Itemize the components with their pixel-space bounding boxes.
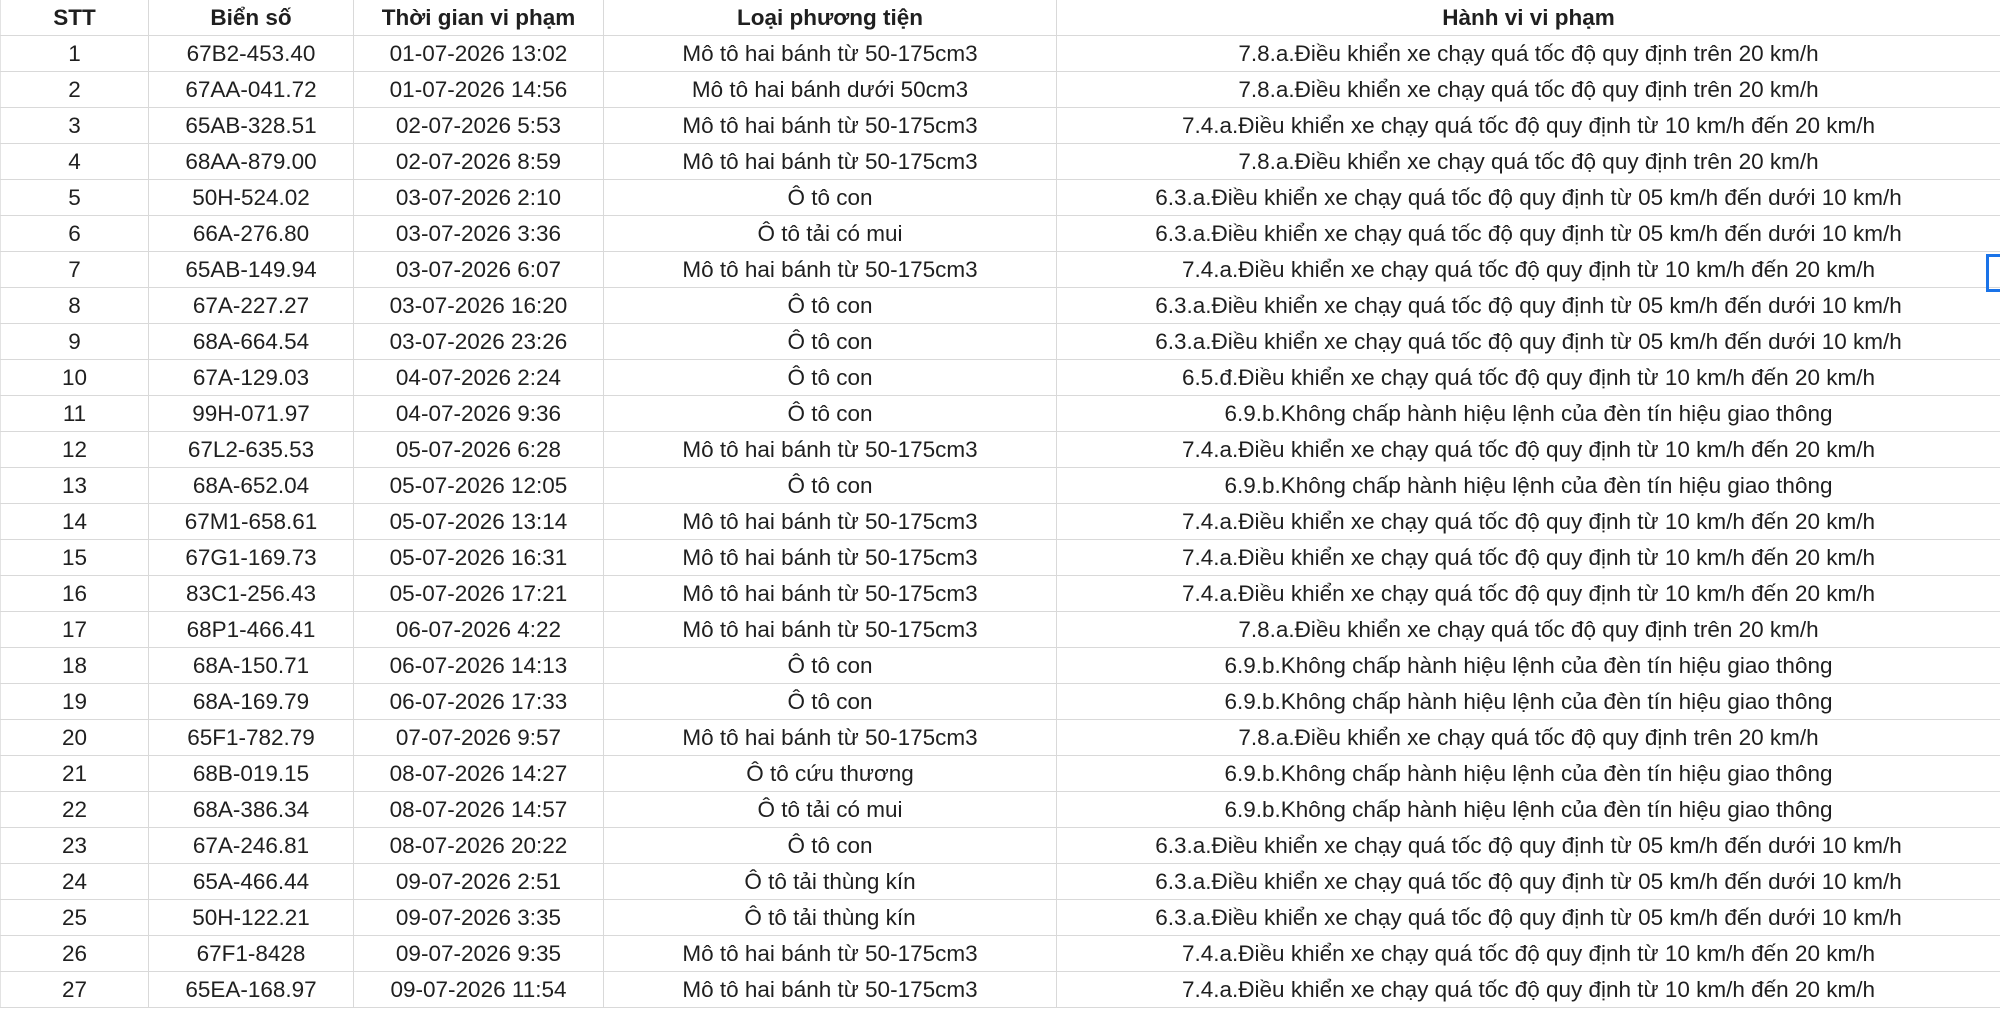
violation-cell[interactable]: 7.8.a.Điều khiển xe chạy quá tốc độ quy định trên 20 km/h [1057, 144, 2000, 180]
violation-cell[interactable]: 6.3.a.Điều khiển xe chạy quá tốc độ quy định từ 05 km/h đến dưới 10 km/h [1057, 828, 2000, 864]
stt-cell[interactable]: 21 [1, 756, 149, 792]
plate-cell[interactable]: 67A-129.03 [149, 360, 354, 396]
violation-cell[interactable]: 6.3.a.Điều khiển xe chạy quá tốc độ quy định từ 05 km/h đến dưới 10 km/h [1057, 288, 2000, 324]
table-row [1, 324, 2000, 360]
table-row [1, 108, 2000, 144]
stt-cell[interactable]: 1 [1, 36, 149, 72]
stt-cell[interactable]: 15 [1, 540, 149, 576]
table-row [1, 432, 2000, 468]
vehicle-type-cell[interactable]: Mô tô hai bánh từ 50-175cm3 [604, 504, 1057, 540]
stt-cell[interactable]: 8 [1, 288, 149, 324]
stt-cell[interactable]: 27 [1, 972, 149, 1008]
plate-cell[interactable]: 67A-227.27 [149, 288, 354, 324]
stt-cell[interactable]: 16 [1, 576, 149, 612]
stt-cell[interactable]: 24 [1, 864, 149, 900]
stt-cell[interactable]: 20 [1, 720, 149, 756]
table-row [1, 720, 2000, 756]
vehicle-type-cell[interactable]: Ô tô tải thùng kín [604, 864, 1057, 900]
violation-cell[interactable]: 6.9.b.Không chấp hành hiệu lệnh của đèn tín hiệu giao thông [1057, 756, 2000, 792]
time-cell[interactable]: 09-07-2026 3:35 [354, 900, 604, 936]
time-cell[interactable]: 02-07-2026 8:59 [354, 144, 604, 180]
violation-cell[interactable]: 7.4.a.Điều khiển xe chạy quá tốc độ quy định từ 10 km/h đến 20 km/h [1057, 432, 2000, 468]
vehicle-type-cell[interactable]: Mô tô hai bánh từ 50-175cm3 [604, 612, 1057, 648]
violation-cell[interactable]: 7.4.a.Điều khiển xe chạy quá tốc độ quy định từ 10 km/h đến 20 km/h [1057, 504, 2000, 540]
time-cell[interactable]: 09-07-2026 11:54 [354, 972, 604, 1008]
plate-cell[interactable]: 67F1-8428 [149, 936, 354, 972]
stt-cell[interactable]: 25 [1, 900, 149, 936]
plate-cell[interactable]: 67B2-453.40 [149, 36, 354, 72]
time-cell[interactable]: 07-07-2026 9:57 [354, 720, 604, 756]
vehicle-type-cell[interactable]: Ô tô con [604, 288, 1057, 324]
stt-cell[interactable]: 5 [1, 180, 149, 216]
table-row [1, 828, 2000, 864]
table-row [1, 252, 2000, 288]
violation-cell[interactable]: 6.3.a.Điều khiển xe chạy quá tốc độ quy định từ 05 km/h đến dưới 10 km/h [1057, 324, 2000, 360]
violation-cell[interactable]: 6.5.đ.Điều khiển xe chạy quá tốc độ quy định từ 10 km/h đến 20 km/h [1057, 360, 2000, 396]
header-cell-stt[interactable]: STT [1, 0, 149, 36]
vehicle-type-cell[interactable]: Ô tô con [604, 180, 1057, 216]
vehicle-type-cell[interactable]: Ô tô con [604, 684, 1057, 720]
violation-cell[interactable]: 7.8.a.Điều khiển xe chạy quá tốc độ quy định trên 20 km/h [1057, 72, 2000, 108]
table-row [1, 612, 2000, 648]
time-cell[interactable]: 03-07-2026 3:36 [354, 216, 604, 252]
violation-cell[interactable]: 7.4.a.Điều khiển xe chạy quá tốc độ quy định từ 10 km/h đến 20 km/h [1057, 540, 2000, 576]
violation-cell[interactable]: 6.9.b.Không chấp hành hiệu lệnh của đèn tín hiệu giao thông [1057, 684, 2000, 720]
stt-cell[interactable]: 11 [1, 396, 149, 432]
stt-cell[interactable]: 19 [1, 684, 149, 720]
vehicle-type-cell[interactable]: Ô tô con [604, 828, 1057, 864]
table-row [1, 972, 2000, 1008]
time-cell[interactable]: 05-07-2026 17:21 [354, 576, 604, 612]
table-row [1, 792, 2000, 828]
table-row [1, 540, 2000, 576]
table-row [1, 144, 2000, 180]
selected-cell-outline[interactable] [1986, 254, 2000, 292]
vehicle-type-cell[interactable]: Ô tô con [604, 396, 1057, 432]
table-row [1, 180, 2000, 216]
time-cell[interactable]: 02-07-2026 5:53 [354, 108, 604, 144]
plate-cell[interactable]: 67AA-041.72 [149, 72, 354, 108]
table-row [1, 288, 2000, 324]
plate-cell[interactable]: 65A-466.44 [149, 864, 354, 900]
plate-cell[interactable]: 50H-524.02 [149, 180, 354, 216]
plate-cell[interactable]: 68A-169.79 [149, 684, 354, 720]
violation-cell[interactable]: 6.3.a.Điều khiển xe chạy quá tốc độ quy định từ 05 km/h đến dưới 10 km/h [1057, 180, 2000, 216]
plate-cell[interactable]: 65EA-168.97 [149, 972, 354, 1008]
stt-cell[interactable]: 9 [1, 324, 149, 360]
vehicle-type-cell[interactable]: Mô tô hai bánh từ 50-175cm3 [604, 576, 1057, 612]
plate-cell[interactable]: 66A-276.80 [149, 216, 354, 252]
plate-cell[interactable]: 65AB-328.51 [149, 108, 354, 144]
plate-cell[interactable]: 67G1-169.73 [149, 540, 354, 576]
vehicle-type-cell[interactable]: Mô tô hai bánh từ 50-175cm3 [604, 108, 1057, 144]
time-cell[interactable]: 03-07-2026 23:26 [354, 324, 604, 360]
table-row [1, 468, 2000, 504]
time-cell[interactable]: 03-07-2026 16:20 [354, 288, 604, 324]
vehicle-type-cell[interactable]: Ô tô con [604, 468, 1057, 504]
vehicle-type-cell[interactable]: Ô tô cứu thương [604, 756, 1057, 792]
vehicle-type-cell[interactable]: Ô tô tải có mui [604, 216, 1057, 252]
table-row [1, 864, 2000, 900]
stt-cell[interactable]: 23 [1, 828, 149, 864]
vehicle-type-cell[interactable]: Mô tô hai bánh dưới 50cm3 [604, 72, 1057, 108]
time-cell[interactable]: 05-07-2026 13:14 [354, 504, 604, 540]
vehicle-type-cell[interactable]: Ô tô con [604, 324, 1057, 360]
table-row [1, 36, 2000, 72]
stt-cell[interactable]: 22 [1, 792, 149, 828]
time-cell[interactable]: 04-07-2026 2:24 [354, 360, 604, 396]
vehicle-type-cell[interactable]: Mô tô hai bánh từ 50-175cm3 [604, 972, 1057, 1008]
vehicle-type-cell[interactable]: Ô tô tải thùng kín [604, 900, 1057, 936]
violation-cell[interactable]: 6.9.b.Không chấp hành hiệu lệnh của đèn tín hiệu giao thông [1057, 792, 2000, 828]
header-cell-vehicle-type[interactable]: Loại phương tiện [604, 0, 1057, 36]
violation-cell[interactable]: 6.3.a.Điều khiển xe chạy quá tốc độ quy định từ 05 km/h đến dưới 10 km/h [1057, 216, 2000, 252]
time-cell[interactable]: 05-07-2026 16:31 [354, 540, 604, 576]
violation-cell[interactable]: 6.9.b.Không chấp hành hiệu lệnh của đèn tín hiệu giao thông [1057, 468, 2000, 504]
stt-cell[interactable]: 17 [1, 612, 149, 648]
stt-cell[interactable]: 2 [1, 72, 149, 108]
plate-cell[interactable]: 68A-386.34 [149, 792, 354, 828]
time-cell[interactable]: 04-07-2026 9:36 [354, 396, 604, 432]
time-cell[interactable]: 01-07-2026 14:56 [354, 72, 604, 108]
plate-cell[interactable]: 67A-246.81 [149, 828, 354, 864]
time-cell[interactable]: 06-07-2026 17:33 [354, 684, 604, 720]
header-cell-violation[interactable]: Hành vi vi phạm [1057, 0, 2000, 36]
violation-cell[interactable]: 6.3.a.Điều khiển xe chạy quá tốc độ quy định từ 05 km/h đến dưới 10 km/h [1057, 900, 2000, 936]
table-row [1, 216, 2000, 252]
table-row [1, 900, 2000, 936]
header-cell-plate[interactable]: Biển số [149, 0, 354, 36]
table-body [1, 36, 2000, 1008]
vehicle-type-cell[interactable]: Mô tô hai bánh từ 50-175cm3 [604, 936, 1057, 972]
time-cell[interactable]: 05-07-2026 12:05 [354, 468, 604, 504]
violation-cell[interactable]: 7.4.a.Điều khiển xe chạy quá tốc độ quy định từ 10 km/h đến 20 km/h [1057, 576, 2000, 612]
table-row [1, 360, 2000, 396]
vehicle-type-cell[interactable]: Mô tô hai bánh từ 50-175cm3 [604, 720, 1057, 756]
vehicle-type-cell[interactable]: Ô tô con [604, 360, 1057, 396]
plate-cell[interactable]: 68A-150.71 [149, 648, 354, 684]
time-cell[interactable]: 08-07-2026 14:57 [354, 792, 604, 828]
violation-cell[interactable]: 7.8.a.Điều khiển xe chạy quá tốc độ quy định trên 20 km/h [1057, 36, 2000, 72]
time-cell[interactable]: 05-07-2026 6:28 [354, 432, 604, 468]
table-row [1, 648, 2000, 684]
table-row [1, 72, 2000, 108]
plate-cell[interactable]: 50H-122.21 [149, 900, 354, 936]
time-cell[interactable]: 09-07-2026 9:35 [354, 936, 604, 972]
table-row [1, 504, 2000, 540]
violation-cell[interactable]: 6.9.b.Không chấp hành hiệu lệnh của đèn tín hiệu giao thông [1057, 396, 2000, 432]
plate-cell[interactable]: 68A-652.04 [149, 468, 354, 504]
stt-cell[interactable]: 7 [1, 252, 149, 288]
table-row [1, 756, 2000, 792]
stt-cell[interactable]: 18 [1, 648, 149, 684]
stt-cell[interactable]: 26 [1, 936, 149, 972]
plate-cell[interactable]: 99H-071.97 [149, 396, 354, 432]
time-cell[interactable]: 08-07-2026 20:22 [354, 828, 604, 864]
plate-cell[interactable]: 67M1-658.61 [149, 504, 354, 540]
stt-cell[interactable]: 10 [1, 360, 149, 396]
vehicle-type-cell[interactable]: Ô tô con [604, 648, 1057, 684]
violation-cell[interactable]: 7.4.a.Điều khiển xe chạy quá tốc độ quy định từ 10 km/h đến 20 km/h [1057, 252, 2000, 288]
table-row [1, 576, 2000, 612]
table-row [1, 936, 2000, 972]
plate-cell[interactable]: 68AA-879.00 [149, 144, 354, 180]
stt-cell[interactable]: 14 [1, 504, 149, 540]
stt-cell[interactable]: 4 [1, 144, 149, 180]
vehicle-type-cell[interactable]: Mô tô hai bánh từ 50-175cm3 [604, 252, 1057, 288]
time-cell[interactable]: 03-07-2026 6:07 [354, 252, 604, 288]
time-cell[interactable]: 06-07-2026 14:13 [354, 648, 604, 684]
vehicle-type-cell[interactable]: Mô tô hai bánh từ 50-175cm3 [604, 36, 1057, 72]
vehicle-type-cell[interactable]: Mô tô hai bánh từ 50-175cm3 [604, 432, 1057, 468]
table-row [1, 396, 2000, 432]
violation-cell[interactable]: 6.9.b.Không chấp hành hiệu lệnh của đèn tín hiệu giao thông [1057, 648, 2000, 684]
table-row [1, 684, 2000, 720]
time-cell[interactable]: 01-07-2026 13:02 [354, 36, 604, 72]
plate-cell[interactable]: 83C1-256.43 [149, 576, 354, 612]
vehicle-type-cell[interactable]: Mô tô hai bánh từ 50-175cm3 [604, 144, 1057, 180]
time-cell[interactable]: 08-07-2026 14:27 [354, 756, 604, 792]
time-cell[interactable]: 06-07-2026 4:22 [354, 612, 604, 648]
vehicle-type-cell[interactable]: Ô tô tải có mui [604, 792, 1057, 828]
violation-cell[interactable]: 7.8.a.Điều khiển xe chạy quá tốc độ quy định trên 20 km/h [1057, 612, 2000, 648]
plate-cell[interactable]: 65AB-149.94 [149, 252, 354, 288]
plate-cell[interactable]: 67L2-635.53 [149, 432, 354, 468]
stt-cell[interactable]: 3 [1, 108, 149, 144]
plate-cell[interactable]: 68A-664.54 [149, 324, 354, 360]
violation-cell[interactable]: 6.3.a.Điều khiển xe chạy quá tốc độ quy định từ 05 km/h đến dưới 10 km/h [1057, 864, 2000, 900]
time-cell[interactable]: 03-07-2026 2:10 [354, 180, 604, 216]
stt-cell[interactable]: 6 [1, 216, 149, 252]
stt-cell[interactable]: 13 [1, 468, 149, 504]
violation-cell[interactable]: 7.8.a.Điều khiển xe chạy quá tốc độ quy định trên 20 km/h [1057, 720, 2000, 756]
stt-cell[interactable]: 12 [1, 432, 149, 468]
header-row [1, 0, 2000, 36]
violation-cell[interactable]: 7.4.a.Điều khiển xe chạy quá tốc độ quy định từ 10 km/h đến 20 km/h [1057, 108, 2000, 144]
vehicle-type-cell[interactable]: Mô tô hai bánh từ 50-175cm3 [604, 540, 1057, 576]
plate-cell[interactable]: 65F1-782.79 [149, 720, 354, 756]
header-cell-time[interactable]: Thời gian vi phạm [354, 0, 604, 36]
violation-cell[interactable]: 7.4.a.Điều khiển xe chạy quá tốc độ quy định từ 10 km/h đến 20 km/h [1057, 936, 2000, 972]
time-cell[interactable]: 09-07-2026 2:51 [354, 864, 604, 900]
plate-cell[interactable]: 68B-019.15 [149, 756, 354, 792]
plate-cell[interactable]: 68P1-466.41 [149, 612, 354, 648]
violation-cell[interactable]: 7.4.a.Điều khiển xe chạy quá tốc độ quy định từ 10 km/h đến 20 km/h [1057, 972, 2000, 1008]
